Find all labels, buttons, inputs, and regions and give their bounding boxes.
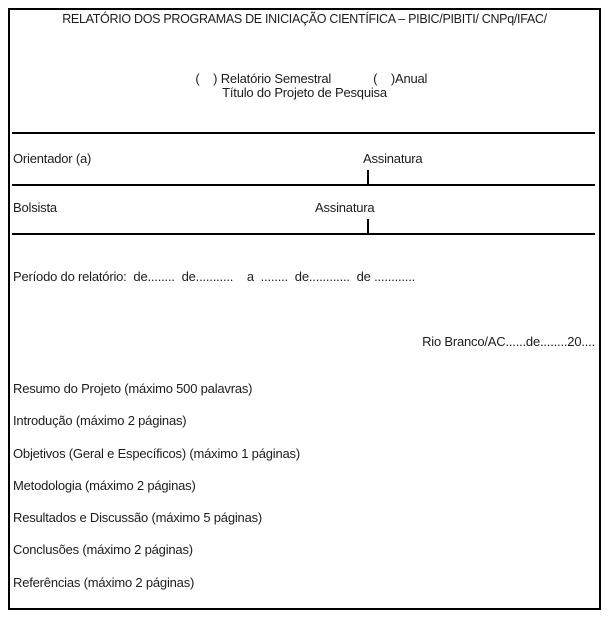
- separator-line-top: [12, 132, 595, 134]
- scholar-signature-label: Assinatura: [315, 200, 375, 215]
- advisor-signature-divider-tick: [367, 170, 369, 184]
- section-item-referencias: Referências (máximo 2 páginas): [13, 575, 195, 590]
- semestral-checkbox-option[interactable]: ( ) Relatório Semestral: [195, 71, 332, 86]
- advisor-label: Orientador (a): [13, 151, 92, 166]
- advisor-signature-line: [12, 184, 595, 186]
- section-item-metodologia: Metodologia (máximo 2 páginas): [13, 478, 196, 493]
- place-date-line: Rio Branco/AC......de........20....: [422, 334, 595, 349]
- report-period-line: Período do relatório: de........ de........... a ........ de............ de ............: [13, 269, 416, 284]
- section-item-resultados: Resultados e Discussão (máximo 5 páginas): [13, 510, 263, 525]
- advisor-signature-label: Assinatura: [363, 151, 423, 166]
- scholar-label: Bolsista: [13, 200, 57, 215]
- section-item-objetivos: Objetivos (Geral e Específicos) (máximo 1 páginas): [13, 446, 300, 461]
- scholar-signature-divider-tick: [367, 219, 369, 233]
- scholar-signature-line: [12, 233, 595, 235]
- section-item-introducao: Introdução (máximo 2 páginas): [13, 413, 187, 428]
- anual-checkbox-option[interactable]: ( )Anual: [373, 71, 428, 86]
- page-title: RELATÓRIO DOS PROGRAMAS DE INICIAÇÃO CIENTÍFICA – PIBIC/PIBITI/ CNPq/IFAC/: [62, 12, 547, 26]
- project-title-heading: Título do Projeto de Pesquisa: [222, 85, 387, 100]
- section-item-conclusoes: Conclusões (máximo 2 páginas): [13, 542, 193, 557]
- section-item-resumo: Resumo do Projeto (máximo 500 palavras): [13, 381, 253, 396]
